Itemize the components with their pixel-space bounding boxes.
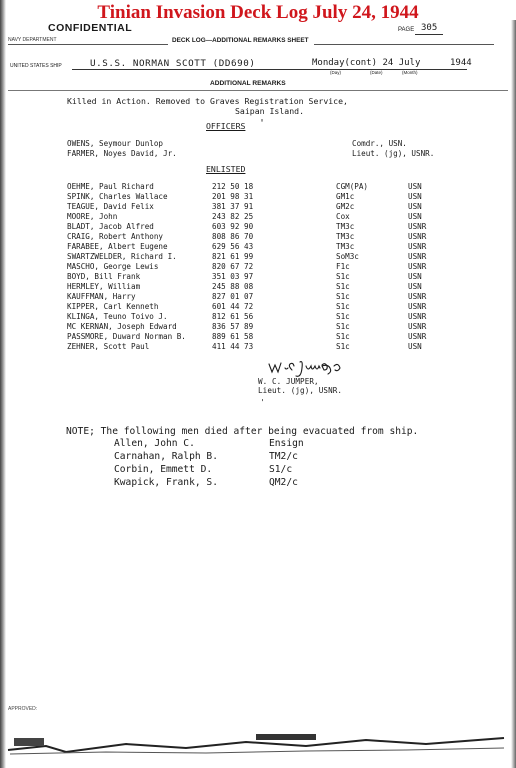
name: FARMER, Noyes David, Jr. — [67, 149, 177, 158]
branch: USN — [408, 282, 422, 291]
scan-left-edge — [0, 0, 6, 768]
rate: GM1c — [336, 192, 355, 201]
officer-row — [67, 149, 467, 160]
service-no: 245 88 08 — [212, 282, 254, 291]
service-no: 812 61 56 — [212, 312, 254, 321]
signature-name: W. C. JUMPER, — [258, 377, 319, 386]
rate: TM3c — [336, 242, 355, 251]
name: Carnahan, Ralph B. — [114, 451, 218, 462]
ship-name: U.S.S. NORMAN SCOTT (DD690) — [90, 58, 256, 69]
rank: S1/c — [269, 464, 293, 475]
note-row — [114, 464, 516, 477]
branch: USN — [408, 342, 422, 351]
service-no: 201 98 31 — [212, 192, 254, 201]
page-label: PAGE — [398, 27, 415, 33]
service-no: 411 44 73 — [212, 342, 254, 351]
name: BOYD, Bill Frank — [67, 272, 141, 281]
name: Corbin, Emmett D. — [114, 464, 213, 475]
service-no: 212 50 18 — [212, 182, 254, 191]
name: PASSMORE, Duward Norman B. — [67, 332, 186, 341]
rate: TM3c — [336, 232, 355, 241]
form-title: DECK LOG—ADDITIONAL REMARKS SHEET — [172, 37, 309, 44]
service-no: 351 03 97 — [212, 272, 254, 281]
month-caption: (Month) — [402, 70, 418, 75]
rank: Ensign — [269, 438, 304, 449]
name: FARABEE, Albert Eugene — [67, 242, 168, 251]
rate: S1c — [336, 332, 350, 341]
name: Allen, John C. — [114, 438, 195, 449]
approved-label: APPROVED: — [8, 706, 38, 712]
enlisted-row — [67, 342, 467, 353]
branch: USNR — [408, 252, 427, 261]
name: ZEHNER, Scott Paul — [67, 342, 150, 351]
scan-right-edge — [511, 20, 516, 768]
service-no: 629 56 43 — [212, 242, 254, 251]
name: SPINK, Charles Wallace — [67, 192, 168, 201]
bottom-scan-artifact — [6, 728, 506, 758]
rate: F1c — [336, 262, 350, 271]
service-no: 603 92 90 — [212, 222, 254, 231]
log-date: Monday(cont) 24 July — [312, 58, 421, 68]
branch: USNR — [408, 312, 427, 321]
service-no: 889 61 58 — [212, 332, 254, 341]
service-no: 821 61 99 — [212, 252, 254, 261]
name: SWARTZWELDER, Richard I. — [67, 252, 177, 261]
branch: USN — [408, 212, 422, 221]
note-row — [114, 451, 516, 464]
branch: USN — [408, 192, 422, 201]
page-number: 305 — [421, 23, 438, 33]
log-year: 1944 — [450, 58, 472, 68]
service-no: 601 44 72 — [212, 302, 254, 311]
rate: TM3c — [336, 222, 355, 231]
rank: TM2/c — [269, 451, 298, 462]
rate: S1c — [336, 342, 350, 351]
intro-line-1: Killed in Action. Removed to Graves Registration Service, — [67, 96, 348, 106]
service-no: 808 86 70 — [212, 232, 254, 241]
section-title: ADDITIONAL REMARKS — [210, 80, 286, 87]
rate: S1c — [336, 292, 350, 301]
rank: Comdr., USN. — [352, 139, 407, 148]
service-no: 243 82 25 — [212, 212, 254, 221]
rank: QM2/c — [269, 477, 298, 488]
note-row — [114, 477, 516, 490]
rate: Cox — [336, 212, 350, 221]
banner-title: Tinian Invasion Deck Log July 24, 1944 — [97, 2, 419, 23]
branch: USNR — [408, 242, 427, 251]
branch: USN — [408, 272, 422, 281]
signature-rank: Lieut. (jg), USNR. — [258, 386, 343, 395]
date-caption: (Date) — [370, 70, 383, 75]
day-caption: (Day) — [330, 70, 341, 75]
note-row — [114, 438, 516, 451]
name: KIPPER, Carl Kenneth — [67, 302, 159, 311]
rate: S1c — [336, 302, 350, 311]
navy-department-label: NAVY DEPARTMENT — [8, 37, 57, 43]
name: KAUFFMAN, Harry — [67, 292, 136, 301]
branch: USNR — [408, 322, 427, 331]
branch: USN — [408, 202, 422, 211]
name: HERMLEY, William — [67, 282, 141, 291]
rate: CGM(PA) — [336, 182, 369, 191]
intro-line-2: Saipan Island. — [235, 106, 305, 116]
officers-heading: OFFICERS — [206, 121, 246, 131]
branch: USNR — [408, 262, 427, 271]
margin-tick: ' — [260, 398, 265, 407]
branch: USNR — [408, 332, 427, 341]
note-intro: NOTE; The following men died after being evacuated from ship. — [66, 426, 419, 437]
rank: Lieut. (jg), USNR. — [352, 149, 435, 158]
rate: S1c — [336, 312, 350, 321]
name: OEHME, Paul Richard — [67, 182, 154, 191]
rate: S1c — [336, 272, 350, 281]
service-no: 820 67 72 — [212, 262, 254, 271]
rate: S1c — [336, 322, 350, 331]
name: TEAGUE, David Felix — [67, 202, 154, 211]
branch: USNR — [408, 302, 427, 311]
name: CRAIG, Robert Anthony — [67, 232, 164, 241]
rate: S1c — [336, 282, 350, 291]
enlisted-heading: ENLISTED — [206, 164, 246, 174]
rate: GM2c — [336, 202, 355, 211]
branch: USNR — [408, 292, 427, 301]
service-no: 827 01 07 — [212, 292, 254, 301]
rate: SoM3c — [336, 252, 359, 261]
name: KLINGA, Teuno Toivo J. — [67, 312, 168, 321]
name: BLADT, Jacob Alfred — [67, 222, 154, 231]
service-no: 381 37 91 — [212, 202, 254, 211]
name: OWENS, Seymour Dunlop — [67, 139, 164, 148]
name: MOORE, John — [67, 212, 118, 221]
branch: USNR — [408, 222, 427, 231]
name: Kwapick, Frank, S. — [114, 477, 218, 488]
service-no: 836 57 89 — [212, 322, 254, 331]
margin-tick: ' — [259, 118, 266, 129]
name: MC KERNAN, Joseph Edward — [67, 322, 177, 331]
branch: USN — [408, 182, 422, 191]
name: MASCHO, George Lewis — [67, 262, 159, 271]
ship-label: UNITED STATES SHIP — [10, 63, 62, 69]
branch: USNR — [408, 232, 427, 241]
classification-label: CONFIDENTIAL — [48, 22, 133, 34]
